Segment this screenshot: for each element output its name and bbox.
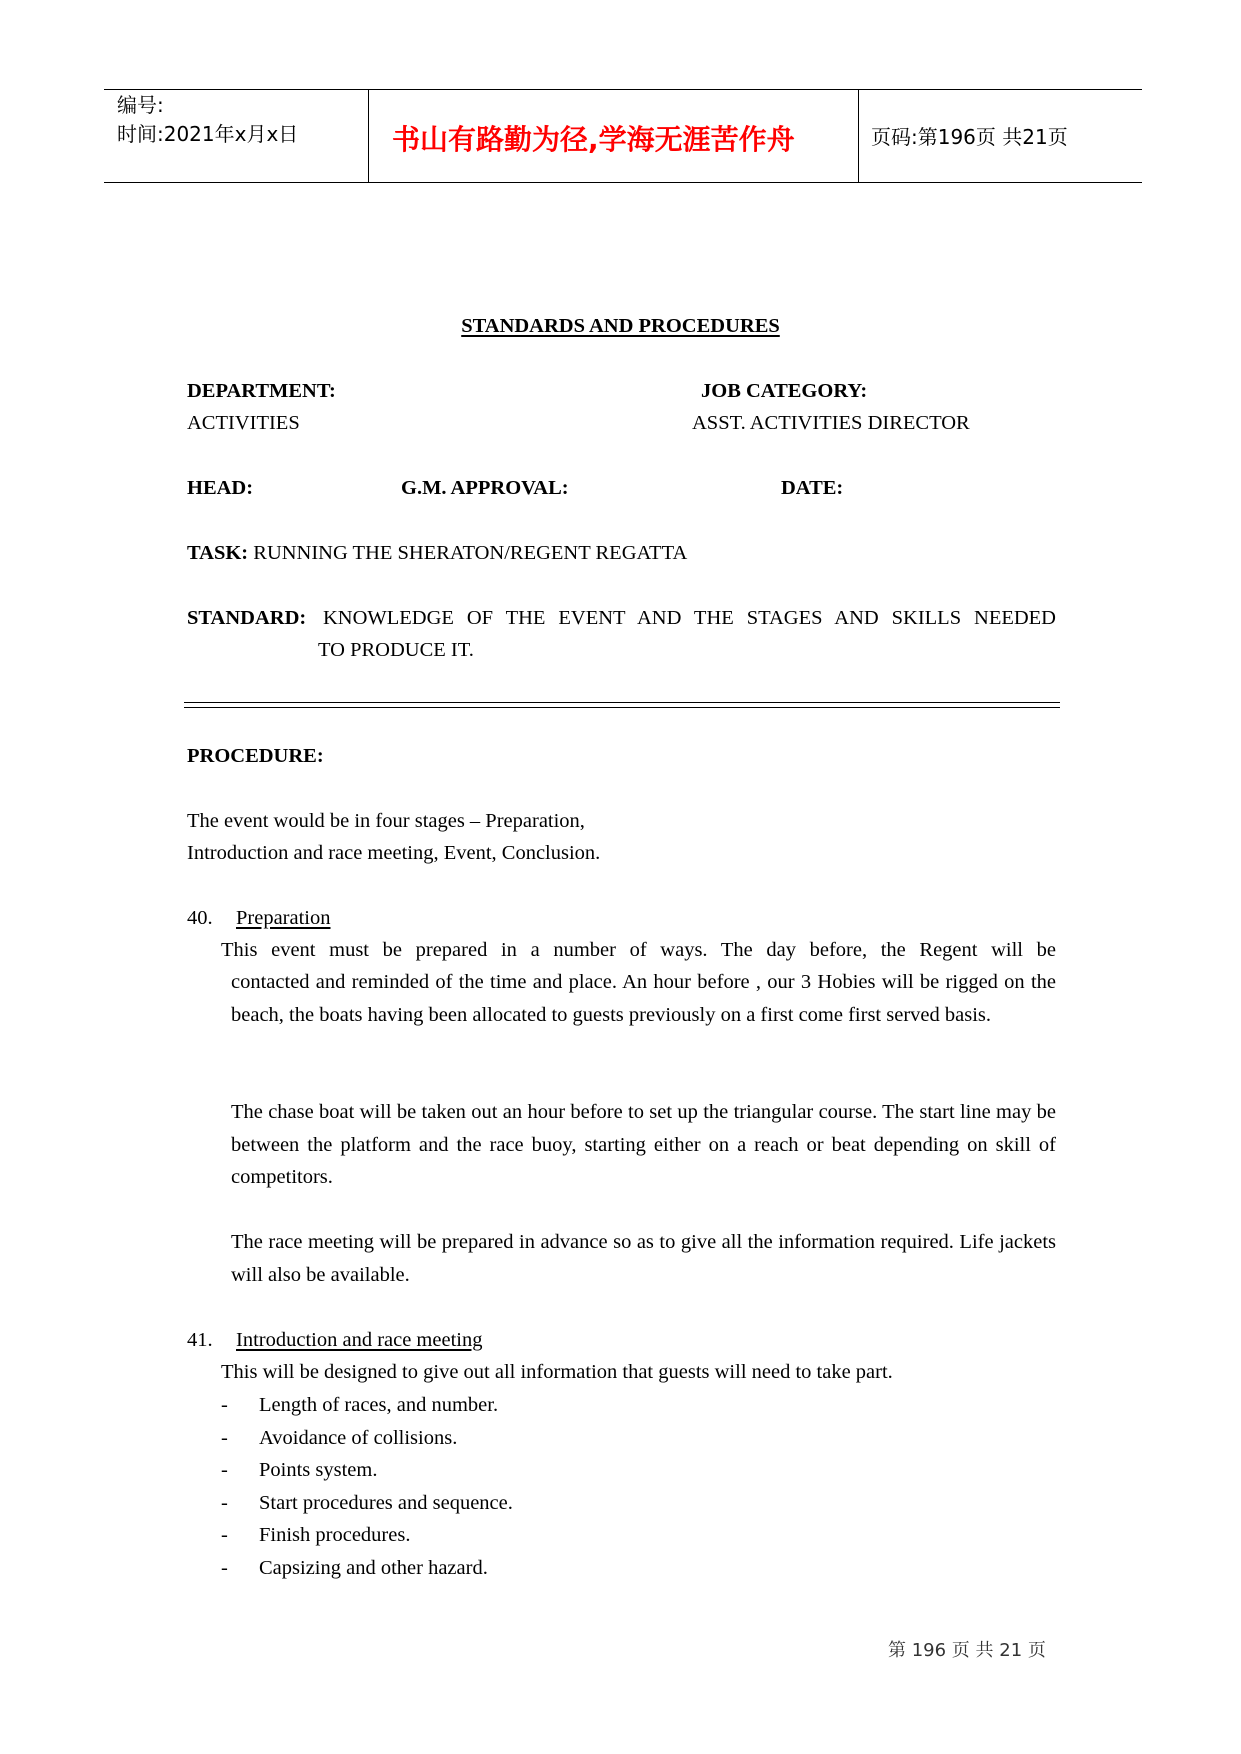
header-time-label: 时间:2021年x月x日 xyxy=(117,122,299,146)
section-double-rule-bottom xyxy=(184,707,1060,708)
list-item xyxy=(221,1519,1021,1552)
list-bullet: - xyxy=(221,1459,228,1481)
list-bullet: - xyxy=(221,1426,228,1449)
section-double-rule-top xyxy=(184,702,1060,703)
list-item xyxy=(221,1422,1021,1455)
standard-line-1: KNOWLEDGE OF THE EVENT AND THE STAGES AND SKILLS NEEDED xyxy=(323,607,1056,629)
department-label: DEPARTMENT: xyxy=(187,380,336,402)
intro-line-1: The event would be in four stages – Preparation, xyxy=(187,810,585,832)
header-serial-label: 编号: xyxy=(117,93,164,117)
list-item xyxy=(221,1454,1021,1487)
section-40-paragraph-1-rest: contacted and reminded of the time and place. An hour before , our 3 Hobies will be rigged on the beach, the boats having been allocated to guests previously on a first come first served basis. xyxy=(231,971,1056,1026)
department-value: ACTIVITIES xyxy=(187,412,300,434)
task-line xyxy=(187,537,687,569)
task-label: TASK: xyxy=(187,542,249,564)
section-40-paragraph-1-first: This event must be prepared in a number of ways. The day before, the Regent will be xyxy=(221,939,1056,961)
header-page-info: 页码:第196页 共21页 xyxy=(871,125,1068,149)
list-item-text: Points system. xyxy=(259,1459,378,1481)
list-item xyxy=(221,1389,1021,1422)
list-bullet: - xyxy=(221,1491,228,1514)
list-item xyxy=(221,1552,1021,1585)
section-40-paragraph-2: The chase boat will be taken out an hour before to set up the triangular course. The start line may be between the platform and the race buoy, starting either on a reach or beat depending on skill of competitors. xyxy=(231,1101,1056,1188)
section-41-title: Introduction and race meeting xyxy=(236,1329,483,1351)
section-40-paragraph-3: The race meeting will be prepared in advance so as to give all the information required. Life jackets will also be available. xyxy=(231,1231,1056,1286)
head-label: HEAD: xyxy=(187,477,254,499)
list-bullet: - xyxy=(221,1524,228,1546)
page-footer: 第 196 页 共 21 页 xyxy=(888,1640,1046,1661)
list-item-text: Start procedures and sequence. xyxy=(259,1491,513,1514)
list-bullet: - xyxy=(221,1556,228,1579)
list-item-text: Finish procedures. xyxy=(259,1524,411,1546)
header-divider-left xyxy=(368,89,369,183)
task-value: RUNNING THE SHERATON/REGENT REGATTA xyxy=(253,542,688,564)
list-item xyxy=(221,1487,1021,1520)
date-label: DATE: xyxy=(781,477,844,499)
section-40-title: Preparation xyxy=(236,907,331,929)
standard-label: STANDARD: xyxy=(187,607,307,629)
intro-line-2: Introduction and race meeting, Event, Conclusion. xyxy=(187,842,601,864)
section-40-number: 40. xyxy=(187,907,213,929)
header-motto: 书山有路勤为径,学海无涯苦作舟 xyxy=(392,123,795,156)
job-category-value: ASST. ACTIVITIES DIRECTOR xyxy=(692,412,970,434)
list-item-text: Capsizing and other hazard. xyxy=(259,1556,488,1579)
header-top-rule xyxy=(104,89,1142,90)
job-category-label: JOB CATEGORY: xyxy=(701,380,868,402)
section-41-number: 41. xyxy=(187,1329,213,1351)
header-divider-right xyxy=(858,89,859,183)
procedure-label: PROCEDURE: xyxy=(187,745,324,767)
list-item-text: Avoidance of collisions. xyxy=(259,1426,458,1449)
document-title: STANDARDS AND PROCEDURES xyxy=(461,315,780,337)
section-41-list xyxy=(221,1389,1021,1584)
header-bottom-rule xyxy=(104,182,1142,183)
standard-line-2: TO PRODUCE IT. xyxy=(318,639,474,661)
gm-approval-label: G.M. APPROVAL: xyxy=(401,477,569,499)
list-bullet: - xyxy=(221,1394,228,1416)
section-41-intro: This will be designed to give out all information that guests will need to take part. xyxy=(221,1361,893,1383)
list-item-text: Length of races, and number. xyxy=(259,1394,499,1416)
